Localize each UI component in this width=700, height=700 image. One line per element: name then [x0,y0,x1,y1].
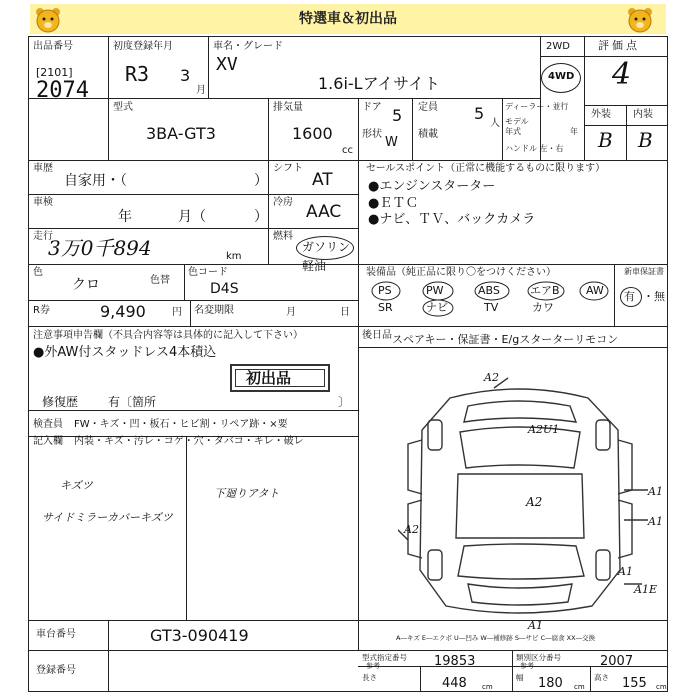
height-value: 155 [622,676,647,691]
history-close: ） [254,173,268,189]
interior-label: 内装 [633,109,653,120]
sales-point-1: ●エンジンスターター [368,179,496,194]
cooler-value: AAC [306,202,342,222]
lot-number-label: 出品番号 [33,41,73,52]
exterior-label: 外装 [591,109,611,120]
model-grade: 1.6i-Lアイサイト [318,74,441,93]
sales-point-3: ●ナビ、ＴＶ、バックカメラ [368,212,536,227]
equip-abs: ABS [478,284,500,297]
equip-airbag: エアB [530,284,560,297]
model-year-label-b: 年式 [505,127,521,136]
interior-grade: B [638,128,653,152]
transfer-day: 日 [340,307,350,318]
equip-ps: PS [378,284,392,297]
type-no-value: 19853 [434,654,476,669]
doors-value: 5 [392,106,403,125]
length-value: 448 [442,676,467,691]
equip-tv: TV [484,301,499,314]
warranty-yes: 有 [624,290,635,303]
model-name: XV [216,54,238,75]
aftermarket-value: スペアキー・保証書・E/gスターターリモコン [392,333,619,346]
mileage-label: 走行 [33,231,53,242]
shape-value: W [385,135,398,150]
type-no-label: 型式指定番号 [362,653,407,662]
diagram-mark-right-front-door: A1 [648,485,663,498]
diagram-mark-right-rear-door: A1 [648,515,663,528]
displacement-label: 排気量 [273,102,303,113]
remark-mirror-scratch: サイドミラーカバーキズツ [42,511,173,524]
class-no-ref: 参考 [520,662,534,670]
inspector-row-exterior: FW・キズ・凹・板石・ヒビ割・リペア跡・×要 [74,419,288,430]
diagram-mark-roof: A2 [526,495,543,509]
chassis-number: GT3-090419 [150,626,249,645]
color-code-label: 色コード [188,267,228,278]
displacement-value: 1600 [292,124,333,143]
registration-year: R3 [125,62,150,86]
load-label: 積載 [418,129,438,140]
inspector-entry-label: 記入欄 [33,436,63,447]
cooler-label: 冷房 [273,197,293,208]
mileage-unit: km [226,251,242,262]
model-label: 車名・グレード [213,41,283,52]
type-value: 3BA-GT3 [146,124,216,143]
label-2wd: 2WD [546,41,570,52]
length-label: 長さ [362,673,377,682]
color-value: クロ [72,277,100,293]
remark-scratch: キズツ [60,479,93,492]
diagram-mark-front: A2 [484,371,499,384]
stamp-text: 初出品 [246,369,292,387]
displacement-unit: cc [342,145,353,156]
bear-mascot-right-icon [626,6,654,34]
inspector-row-interior: 内装・キズ・汚レ・コゲ・穴・タバコ・キレ・破レ [74,436,304,447]
capacity-value: 5 [474,104,485,123]
width-value: 180 [538,676,563,691]
recycle-label: R券 [33,305,50,316]
dealer-label: ディーラー・並行 [505,102,569,111]
class-no-label: 類別区分番号 [516,653,561,662]
inspection-year: 年 [118,209,132,225]
plate-label: 登録番号 [36,665,76,676]
shape-label: 形状 [362,129,382,140]
height-unit: cm [656,683,667,691]
lot-prefix: [2101] [36,66,73,79]
repair-value: 有〔箇所 [108,395,157,409]
equip-sr: SR [378,301,393,314]
score-value: 4 [612,57,632,92]
shift-label: シフト [273,163,303,174]
equip-leather: カワ [532,301,554,314]
history-value: 自家用・（ [64,173,127,189]
capacity-unit: 人 [490,118,500,129]
transfer-deadline-label: 名変期限 [194,305,234,316]
doors-label: ドア [362,102,382,113]
warranty-no: ・無 [643,290,665,303]
remark-underbody: 下廻りアタト [214,487,280,500]
shift-value: AT [312,170,333,190]
class-no-value: 2007 [600,654,634,669]
aftermarket-label: 後日品 [362,330,392,341]
chassis-label: 車台番号 [36,629,76,640]
diagram-mark-left-side: A2 [404,523,419,536]
color-change-label: 色替 [150,275,170,286]
color-code: D4S [210,281,239,297]
diagram-mark-rear-fender: A1E [634,583,657,596]
sales-point-2: ●ＥＴＣ [368,196,419,211]
bear-mascot-left-icon [34,6,62,34]
width-unit: cm [574,683,585,691]
color-label: 色 [33,267,43,278]
sales-points-label: セールスポイント（正常に機能するものに限ります） [366,163,606,174]
recycle-unit: 円 [172,307,182,318]
first-listing-stamp [230,364,330,392]
inspector-label: 検査員 [33,419,63,430]
capacity-label: 定員 [418,102,438,113]
header-bar [30,4,666,34]
equipment-label: 装備品（純正品に限り〇をつけください） [366,267,556,278]
fuel-gasoline: ガソリン [302,240,351,254]
transfer-month: 月 [286,307,296,318]
inspection-month: 月（ [178,209,206,225]
diagram-mark-rear: A1 [528,619,543,632]
registration-month: 3 [180,66,191,85]
equip-pw: PW [426,284,444,297]
type-no-ref: 参考 [366,662,380,670]
equipment-circles [358,264,614,326]
first-registration-label: 初度登録年月 [113,41,173,52]
inspection-label: 車検 [33,197,53,208]
equip-navi: ナビ [426,301,448,314]
equip-aw: AW [586,284,604,297]
steering-label: ハンドル 左・右 [505,144,564,153]
fuel-diesel: 軽油 [302,259,327,273]
registration-month-unit: 月 [196,85,206,96]
repair-label: 修復歴 [42,395,79,409]
model-year-unit: 年 [570,127,578,136]
diagram-mark-hood: A2U1 [528,423,560,436]
label-4wd: 4WD [548,71,575,82]
width-label: 幅 [516,673,524,682]
inspection-close: ） [254,209,268,225]
history-label: 車歴 [33,163,53,174]
notes-label: 注意事項申告欄（不具合内容等は具体的に記入して下さい） [33,330,303,341]
model-year-label-a: モデル [505,117,529,126]
recycle-value: 9,490 [100,302,146,321]
lot-number: 2074 [36,78,89,103]
repair-close: 〕 [338,395,351,409]
fuel-label: 燃料 [273,231,293,242]
notes-value: ●外AW付スタッドレス4本積込 [33,345,217,360]
type-label: 型式 [113,102,133,113]
page-title: 特選車＆初出品 [299,11,397,27]
height-label: 高さ [594,673,609,682]
warranty-label: 新車保証書 [624,267,664,276]
exterior-grade: B [598,128,613,152]
mileage-value: 3万0千894 [48,236,152,260]
diagram-mark-rear-quarter: A1 [618,565,633,578]
length-unit: cm [482,683,493,691]
score-label: 評価点 [598,39,640,52]
diagram-legend: A―キズ E―エクボ U―凹み W―補修跡 S―サビ C―腐食 XX―交換 [396,634,596,642]
